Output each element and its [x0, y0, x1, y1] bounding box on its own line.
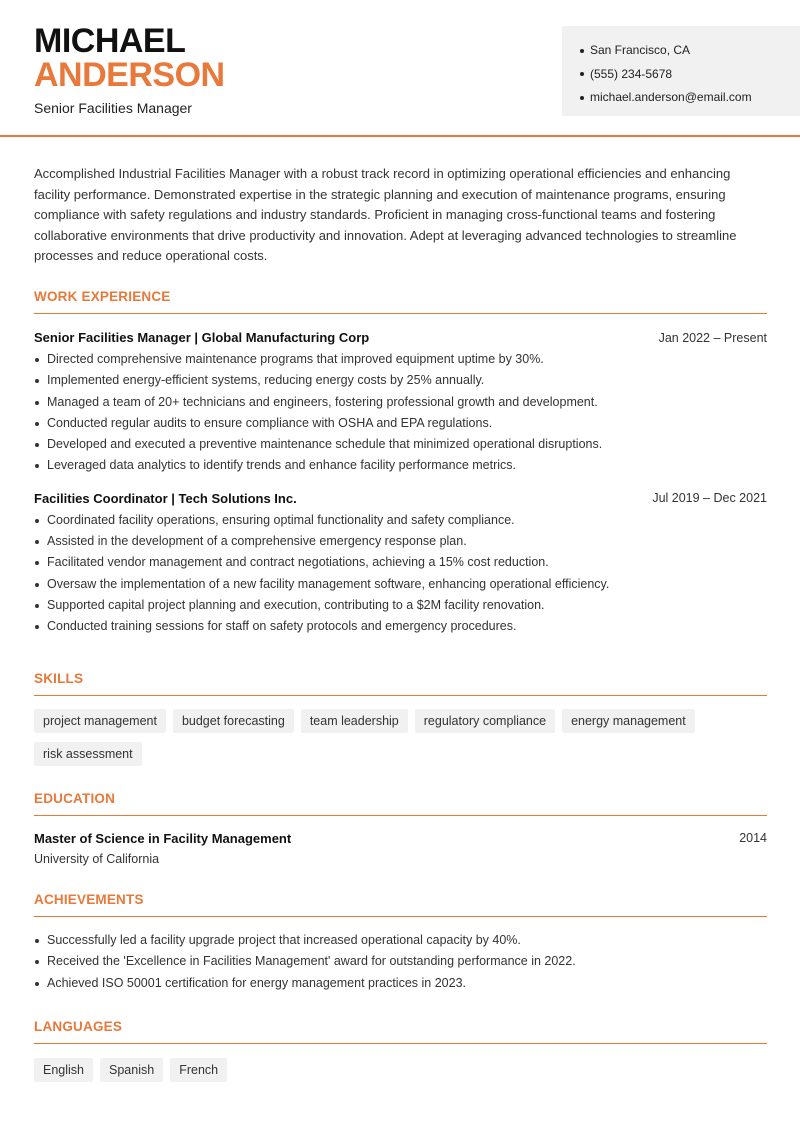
- list-item: Directed comprehensive maintenance programs that improved equipment uptime by 30%.: [34, 349, 767, 370]
- graduation-year: 2014: [739, 831, 767, 845]
- bullet-icon: [580, 72, 584, 76]
- bullet-icon: [580, 49, 584, 53]
- job-date: Jul 2019 – Dec 2021: [652, 491, 767, 506]
- achievements-list: [34, 930, 767, 994]
- job-entry: [34, 491, 767, 638]
- list-item: Successfully led a facility upgrade project that increased operational capacity by 40%.: [34, 930, 767, 951]
- skill-tag: energy management: [562, 709, 695, 733]
- professional-summary: Accomplished Industrial Facilities Manager with a robust track record in optimizing operational efficiencies and enhancing facility performance. Demonstrated expertise in the strategic planning and execution of maintenance programs, ensuring compliance with safety regulations and industry standards. Proficient in managing cross-functional teams and fostering collaborative environments that drive productivity and innovation. Adept at leveraging advanced technologies to streamline processes and reduce operational costs.: [34, 166, 737, 263]
- last-name: ANDERSON: [34, 56, 225, 94]
- skill-tag: risk assessment: [34, 742, 142, 766]
- list-item: Assisted in the development of a comprehensive emergency response plan.: [34, 531, 767, 552]
- job-bullets: [34, 510, 767, 638]
- contact-location: San Francisco, CA: [580, 39, 800, 63]
- bullet-icon: [580, 96, 584, 100]
- list-item: Implemented energy-efficient systems, reducing energy costs by 25% annually.: [34, 370, 767, 391]
- achievements-section: [34, 890, 767, 994]
- job-entry: [34, 330, 767, 477]
- list-item: Oversaw the implementation of a new facility management software, enhancing operational efficiency.: [34, 574, 767, 595]
- language-tag: French: [170, 1058, 227, 1082]
- section-title: SKILLS: [34, 669, 767, 696]
- job-bullets: [34, 349, 767, 477]
- skill-tag: team leadership: [301, 709, 408, 733]
- skill-tag: regulatory compliance: [415, 709, 555, 733]
- section-title: ACHIEVEMENTS: [34, 890, 767, 917]
- education-entry: [34, 831, 767, 866]
- job-role: Senior Facilities Manager: [34, 100, 192, 116]
- skill-tag: budget forecasting: [173, 709, 294, 733]
- school: University of California: [34, 852, 160, 866]
- candidate-name: [34, 24, 225, 92]
- education-section: [34, 789, 767, 866]
- language-tag: English: [34, 1058, 93, 1082]
- job-title: Senior Facilities Manager | Global Manufacturing Corp: [34, 330, 370, 345]
- skills-tags: [34, 709, 767, 766]
- list-item: Leveraged data analytics to identify trends and enhance facility performance metrics.: [34, 455, 767, 476]
- first-name: MICHAEL: [34, 22, 186, 60]
- section-title: LANGUAGES: [34, 1017, 767, 1044]
- list-item: Facilitated vendor management and contract negotiations, achieving a 15% cost reduction.: [34, 552, 767, 573]
- work-experience-section: [34, 287, 767, 638]
- list-item: Managed a team of 20+ technicians and engineers, fostering professional growth and development.: [34, 392, 767, 413]
- list-item: Supported capital project planning and execution, contributing to a $2M facility renovation.: [34, 595, 767, 616]
- section-title: EDUCATION: [34, 789, 767, 816]
- contact-phone: (555) 234-5678: [580, 63, 800, 87]
- list-item: Developed and executed a preventive maintenance schedule that minimized operational disruptions.: [34, 434, 767, 455]
- section-title: WORK EXPERIENCE: [34, 287, 767, 314]
- list-item: Conducted regular audits to ensure compliance with OSHA and EPA regulations.: [34, 413, 767, 434]
- skill-tag: project management: [34, 709, 166, 733]
- job-title: Facilities Coordinator | Tech Solutions Inc.: [34, 490, 297, 506]
- languages-section: [34, 1017, 767, 1082]
- language-tag: Spanish: [100, 1058, 163, 1082]
- resume-header: [0, 0, 800, 137]
- list-item: Coordinated facility operations, ensuring optimal functionality and safety compliance.: [34, 510, 767, 531]
- list-item: Achieved ISO 50001 certification for energy management practices in 2023.: [34, 973, 767, 994]
- list-item: Received the 'Excellence in Facilities Management' award for outstanding performance in 2022.: [34, 951, 767, 972]
- language-tags: [34, 1058, 767, 1082]
- list-item: Conducted training sessions for staff on safety protocols and emergency procedures.: [34, 616, 767, 637]
- contact-email: michael.anderson@email.com: [580, 86, 800, 110]
- job-date: Jan 2022 – Present: [658, 330, 767, 345]
- skills-section: [34, 669, 767, 766]
- contact-box: [562, 26, 800, 116]
- degree: Master of Science in Facility Management: [34, 831, 292, 846]
